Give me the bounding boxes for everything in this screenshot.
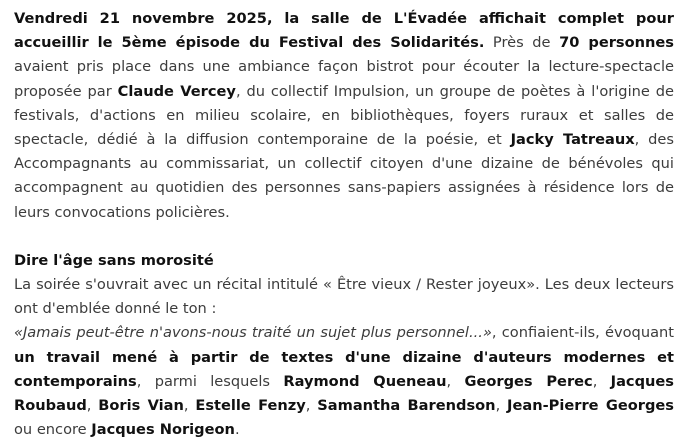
lead-sentence: Vendredi 21 novembre 2025, la salle de L'Évadée affichait complet pour accueillir le 5ème épisode du Festival des Solidarités. (14, 10, 674, 52)
author-name: Boris Vian (98, 397, 184, 415)
attendance-count: 70 personnes (559, 34, 674, 52)
performer-name: Claude Vercey (117, 82, 236, 100)
author-name: Jacques Norigeon (91, 421, 235, 439)
author-name: Jean-Pierre Georges (507, 397, 674, 415)
paragraph: La soirée s'ouvrait avec un récital intitulé « Être vieux / Rester joyeux». Les deux lecteurs ont d'emblée donné le ton : (14, 276, 674, 318)
author-name: Samantha Barendson (317, 397, 496, 415)
author-name: Georges Perec (464, 372, 593, 390)
performer-name: Jacky Tatreaux (510, 131, 635, 149)
paragraph: «Jamais peut-être n'avons-nous traité un sujet plus personnel...», confiaient-ils, évoquant un travail mené à partir de textes d'une dizaine d'auteurs modernes et contemporains, parmi lesquels Raymond Queneau, Georges Perec, Jacques Roubaud, Boris Vian, Estelle Fenzy, Samantha Barendson, Jean-Pierre Georges ou encore Jacques Norigeon. (14, 324, 674, 439)
author-name: Jacques Roubaud (14, 372, 674, 415)
section-heading: Dire l'âge sans morosité (14, 251, 214, 269)
intro-paragraph: Vendredi 21 novembre 2025, la salle de L'Évadée affichait complet pour accueillir le 5ème épisode du Festival des Solidarités. Près de 70 personnes avaient pris place dans une ambiance façon bistrot pour écouter la lecture-spectacle proposée par Claude Vercey, du collectif Impulsion, un groupe de poètes à l'origine de festivals, d'actions en milieu scolaire, en bibliothèques, foyers ruraux et salles de spectacle, dédié à la diffusion contemporaine de la poésie, et Jacky Tatreaux, des Accompagnants au commissariat, un collectif citoyen d'une dizaine de bénévoles qui accompagnent au quotidien des personnes sans-papiers assignées à résidence lors de leurs convocations policières. (14, 10, 675, 221)
quote: «Jamais peut-être n'avons-nous traité un sujet plus personnel...» (14, 324, 492, 342)
author-name: Raymond Queneau (283, 372, 447, 390)
author-name: Estelle Fenzy (195, 397, 306, 415)
